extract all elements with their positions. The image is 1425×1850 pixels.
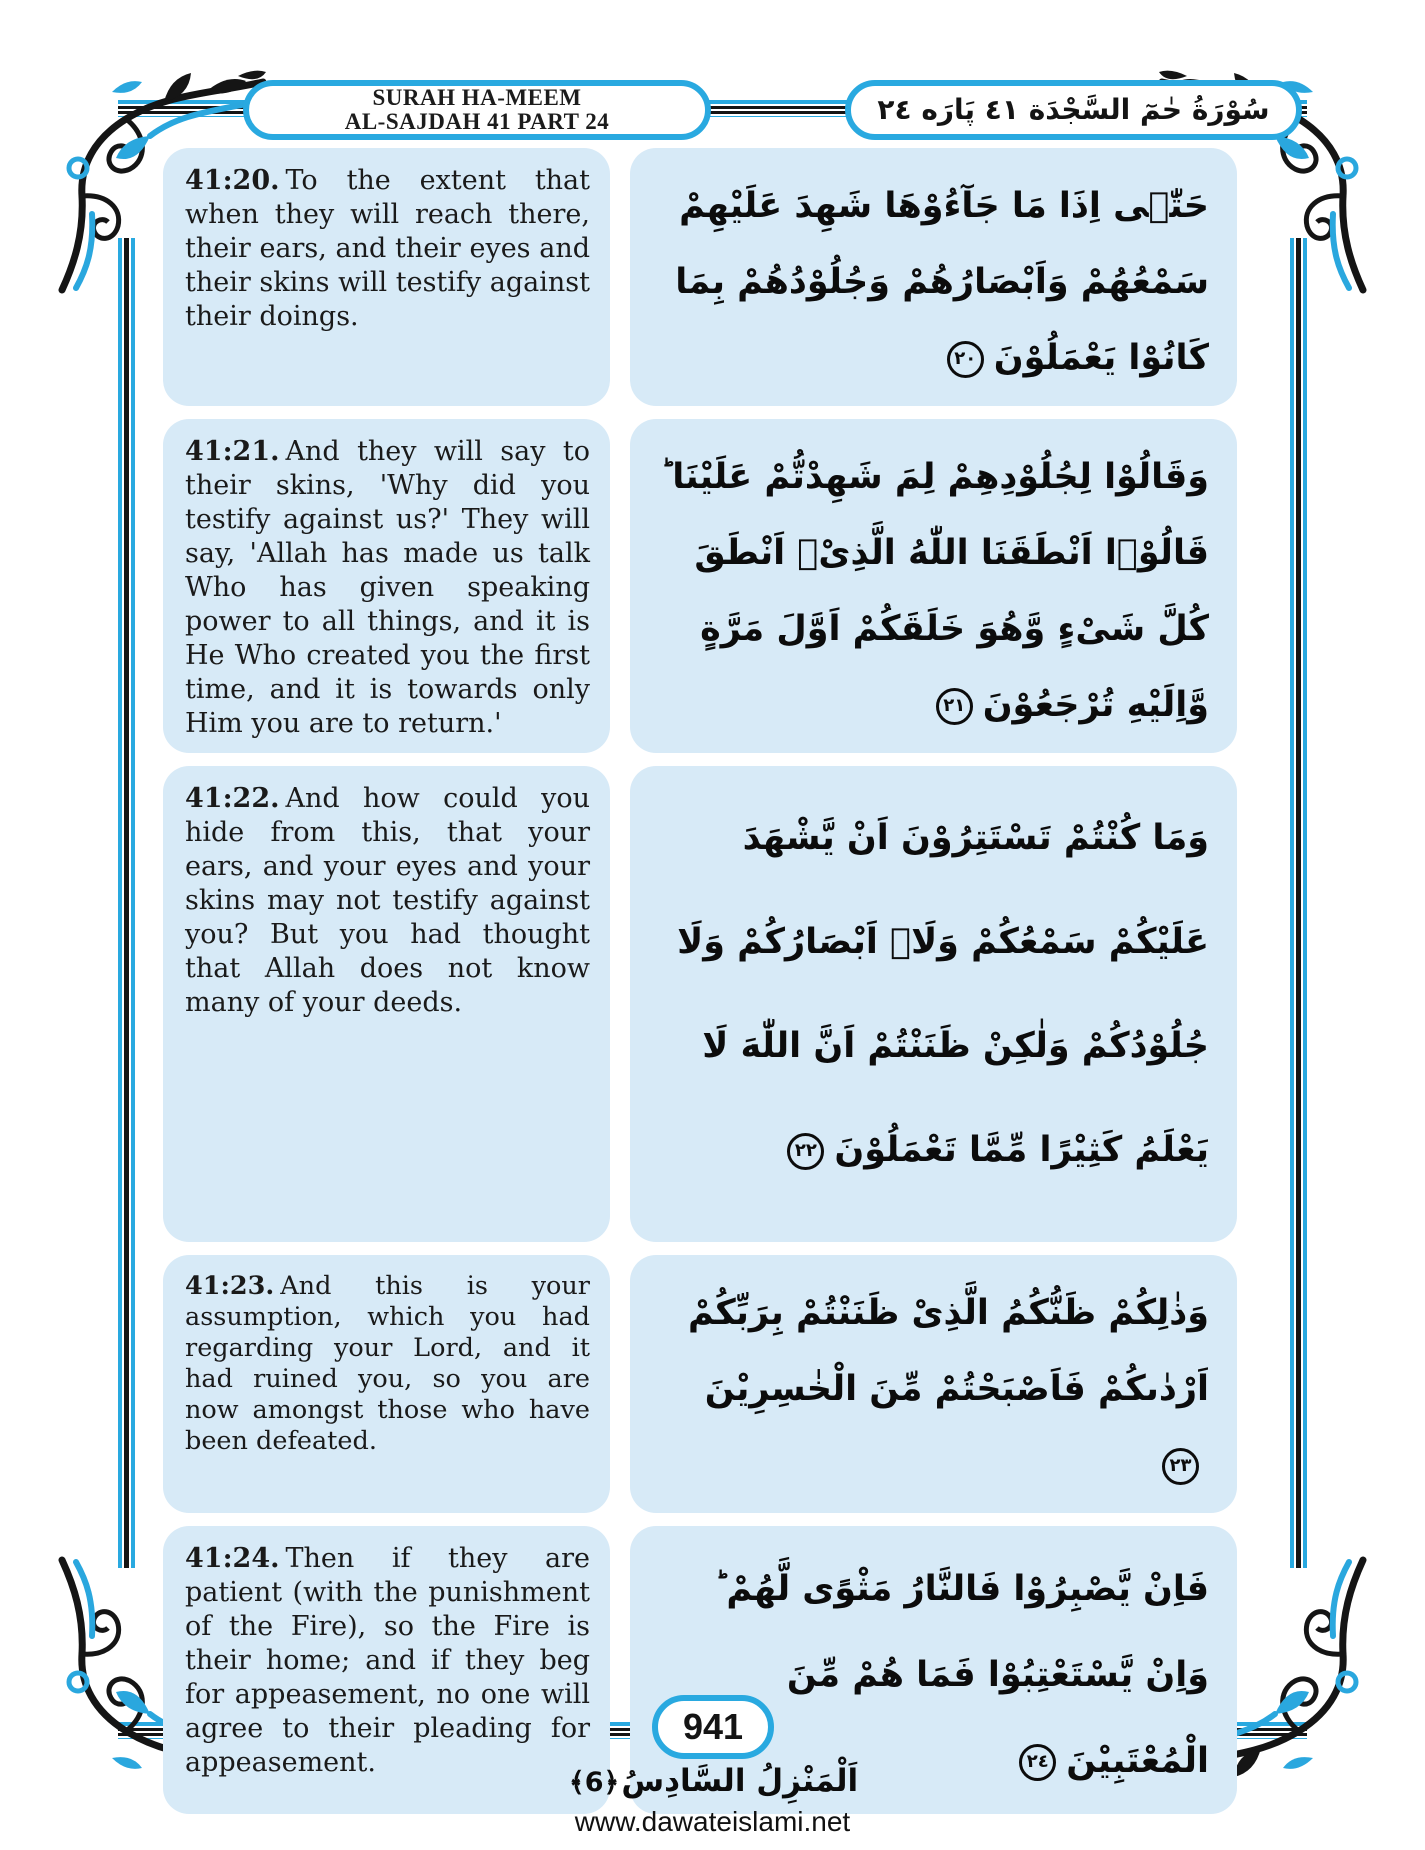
surah-title-line1: SURAH HA-MEEM	[372, 85, 582, 110]
verse-text-english: And how could you hide from this, that your ears, and your eyes and your skins may not testify against you? But you had thought that Allah does not know many of your deeds.	[185, 783, 590, 1018]
verse-row-41-23	[163, 1255, 1237, 1513]
manzil-label	[0, 1763, 1425, 1799]
english-translation-box	[163, 1255, 610, 1513]
verse-ref: 41:20.	[185, 165, 280, 196]
verse-ref: 41:23.	[185, 1271, 275, 1301]
verse-text-arabic: وَذٰلِكُمْ ظَنُّكُمُ الَّذِىْ ظَنَنْتُمْ بِرَبِّكُمْ اَرْدٰىكُمْ فَاَصْبَحْتُمْ مِّنَ الْخٰسِرِيْنَ	[687, 1293, 1209, 1409]
right-border-rule	[1290, 238, 1307, 1568]
verse-end-marker: ٢٤	[1019, 1744, 1056, 1781]
page-number-pill	[652, 1695, 774, 1759]
manzil-arabic-text: اَلْمَنْزِلُ السَّادِسُ	[621, 1763, 859, 1799]
verse-text-english: And they will say to their skins, 'Why did you testify against us?' They will say, 'Allah has made us talk Who has given speaking power to all things, and it is He Who created you the first time, and it is towards only Him you are to return.'	[185, 436, 590, 739]
page-number: 941	[682, 1706, 744, 1747]
verse-text-arabic: وَمَا كُنْتُمْ تَسْتَتِرُوْنَ اَنْ يَّشْهَدَ عَلَيْكُمْ سَمْعُكُمْ وَلَاۤ اَبْصَارُكُمْ وَلَا جُلُوْدُكُمْ وَلٰكِنْ ظَنَنْتُمْ اَنَّ اللّٰهَ لَا يَعْلَمُ كَثِيْرًا مِّمَّا تَعْمَلُوْنَ	[677, 818, 1209, 1170]
english-translation-box	[163, 419, 610, 753]
surah-title-line2: AL-SAJDAH 41 PART 24	[344, 109, 610, 134]
verse-end-marker: ٢٢	[787, 1133, 824, 1170]
english-translation-box	[163, 148, 610, 406]
verse-ref: 41:24.	[185, 1543, 280, 1574]
manzil-bracket-open-icon: ﴿	[603, 1767, 620, 1798]
verse-rows	[163, 148, 1237, 1814]
verse-end-marker: ٢٠	[947, 341, 984, 378]
manzil-bracket-close-icon: ﴾	[568, 1767, 585, 1798]
arabic-verse-box	[630, 148, 1237, 406]
header-surah-title-arabic-pill	[845, 80, 1302, 140]
verse-text-english: And this is your assumption, which you had regarding your Lord, and it had ruined you, so you are now amongst those who have been defeated.	[185, 1271, 590, 1456]
verse-text-arabic: وَقَالُوْا لِجُلُوْدِهِمْ لِمَ شَهِدْتُّمْ عَلَيْنَا ؕ قَالُوْۤا اَنْطَقَنَا اللّٰهُ الَّذِىْۤ اَنْطَقَ كُلَّ شَىْءٍ وَّهُوَ خَلَقَكُمْ اَوَّلَ مَرَّةٍ وَّاِلَيْهِ تُرْجَعُوْنَ	[660, 457, 1209, 725]
verse-text-english: Then if they are patient (with the punishment of the Fire), so the Fire is their home; and if they beg for appeasement, no one will agree to their pleading for appeasement.	[185, 1543, 590, 1778]
header-surah-title-pill	[243, 80, 711, 140]
verse-ref: 41:22.	[185, 783, 280, 814]
verse-text-arabic: حَتّٰۤى اِذَا مَا جَآءُوْهَا شَهِدَ عَلَيْهِمْ سَمْعُهُمْ وَاَبْصَارُهُمْ وَجُلُوْدُهُمْ بِمَا كَانُوْا يَعْمَلُوْنَ	[675, 186, 1209, 378]
verse-row-41-20	[163, 148, 1237, 406]
arabic-verse-box	[630, 419, 1237, 753]
verse-text-arabic: فَاِنْ يَّصْبِرُوْا فَالنَّارُ مَثْوًى لَّهُمْ ؕ وَاِنْ يَّسْتَعْتِبُوْا فَمَا هُمْ مِّنَ الْمُعْتَبِيْنَ	[714, 1569, 1209, 1781]
surah-title-arabic: سُوْرَةُ حٰمٓ السَّجْدَة ٤١ پَارَه ٢٤	[877, 93, 1270, 126]
verse-row-41-21	[163, 419, 1237, 753]
left-border-rule	[118, 238, 135, 1568]
verse-end-marker: ٢١	[936, 688, 973, 725]
website-url: www.dawateislami.net	[574, 1806, 851, 1837]
verse-ref: 41:21.	[185, 436, 280, 467]
english-translation-box	[163, 766, 610, 1242]
verse-end-marker: ٢٣	[1162, 1448, 1199, 1485]
arabic-verse-box	[630, 1255, 1237, 1513]
arabic-verse-box	[630, 766, 1237, 1242]
verse-text-english: To the extent that when they will reach there, their ears, and their eyes and their skins will testify against their doings.	[185, 165, 590, 332]
manzil-number: 6	[584, 1767, 604, 1798]
verse-row-41-22	[163, 766, 1237, 1242]
